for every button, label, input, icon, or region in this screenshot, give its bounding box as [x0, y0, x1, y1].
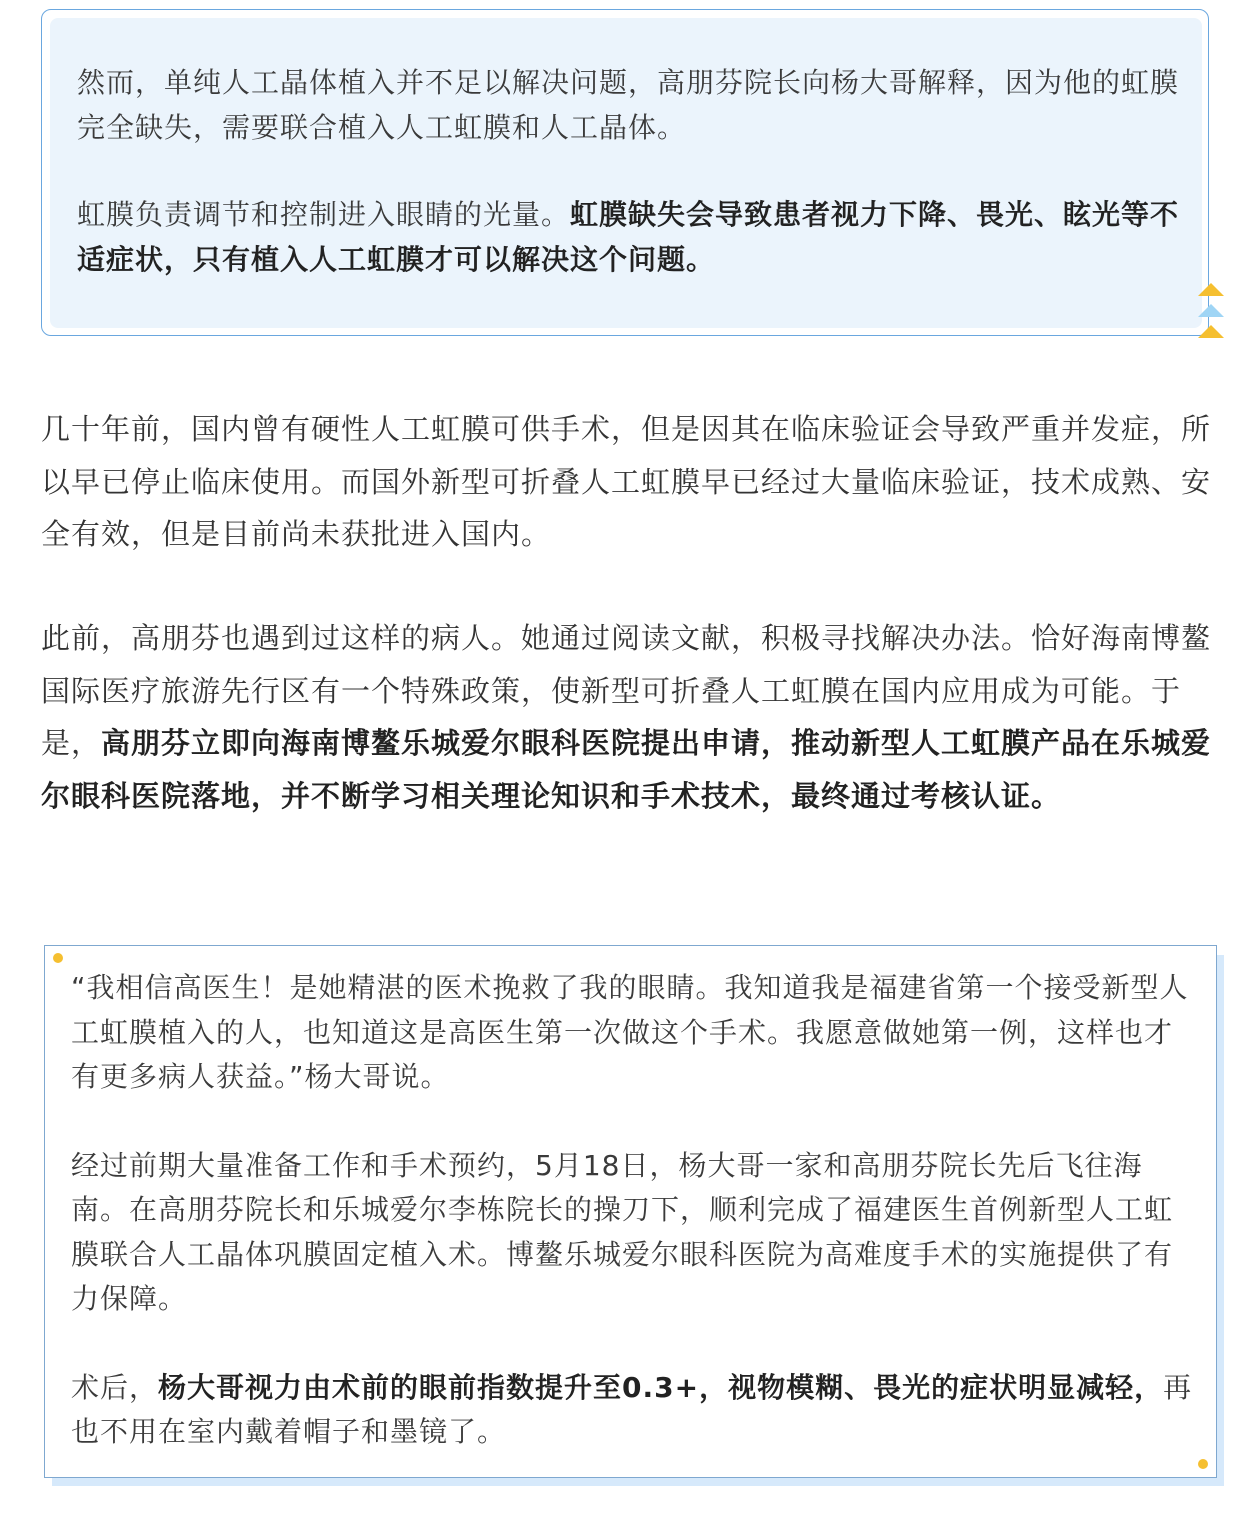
box2-paragraph-2: 经过前期大量准备工作和手术预约，5月18日，杨大哥一家和高朋芬院长先后飞往海南。在高朋芬院长和乐城爱尔李栋院长的操刀下，顺利完成了福建医生首例新型人工虹膜联合人工晶体巩膜固定植入术。博鳌乐城爱尔眼科医院为高难度手术的实施提供了有力保障。 — [71, 1148, 1174, 1315]
box2-paragraph-3-plain-end: 再也不用在室内戴着帽子和墨镜了。 — [71, 1370, 1193, 1448]
body-paragraph-1: 几十年前，国内曾有硬性人工虹膜可供手术，但是因其在临床验证会导致严重并发症，所以早已停止临床使用。而国外新型可折叠人工虹膜早已经过大量临床验证，技术成熟、安全有效，但是目前尚未获批进入国内。 — [41, 412, 1212, 551]
box1-paragraph-2-bold: 虹膜缺失会导致患者视力下降、畏光、眩光等不适症状，只有植入人工虹膜才可以解决这个问题。 — [77, 198, 1180, 276]
box2-paragraph-3-plain-start: 术后， — [71, 1370, 159, 1404]
body-paragraph-2-bold: 高朋芬立即向海南博鳌乐城爱尔眼科医院提出申请，推动新型人工虹膜产品在乐城爱尔眼科医院落地，并不断学习相关理论知识和手术技术，最终通过考核认证。 — [41, 726, 1212, 813]
callout-box-1-text — [77, 60, 1181, 282]
yellow-triangle-icon — [1198, 325, 1224, 338]
box2-paragraph-3 — [71, 1366, 1193, 1455]
blue-triangle-icon — [1198, 304, 1224, 317]
callout-box-2-text — [71, 966, 1193, 1455]
box2-paragraph-1: “我相信高医生！是她精湛的医术挽救了我的眼睛。我知道我是福建省第一个接受新型人工虹膜植入的人，也知道这是高医生第一次做这个手术。我愿意做她第一例，这样也才有更多病人获益。”杨大哥说。 — [71, 971, 1189, 1093]
box2-paragraph-3-bold: 杨大哥视力由术前的眼前指数提升至0.3+，视物模糊、畏光的症状明显减轻， — [158, 1370, 1164, 1404]
body-paragraph-2 — [41, 612, 1226, 822]
box1-paragraph-2-plain: 虹膜负责调节和控制进入眼睛的光量。 — [77, 198, 571, 231]
box1-paragraph-1: 然而，单纯人工晶体植入并不足以解决问题，高朋芬院长向杨大哥解释，因为他的虹膜完全缺失，需要联合植入人工虹膜和人工晶体。 — [77, 66, 1180, 144]
box1-paragraph-2 — [77, 192, 1181, 282]
yellow-triangle-icon — [1198, 283, 1224, 296]
body-paragraph-2-plain: 此前，高朋芬也遇到过这样的病人。她通过阅读文献，积极寻找解决办法。恰好海南博鳌国际医疗旅游先行区有一个特殊政策，使新型可折叠人工虹膜在国内应用成为可能。于是， — [41, 621, 1212, 760]
yellow-dot-icon — [53, 953, 63, 963]
yellow-dot-icon — [1198, 1459, 1208, 1469]
